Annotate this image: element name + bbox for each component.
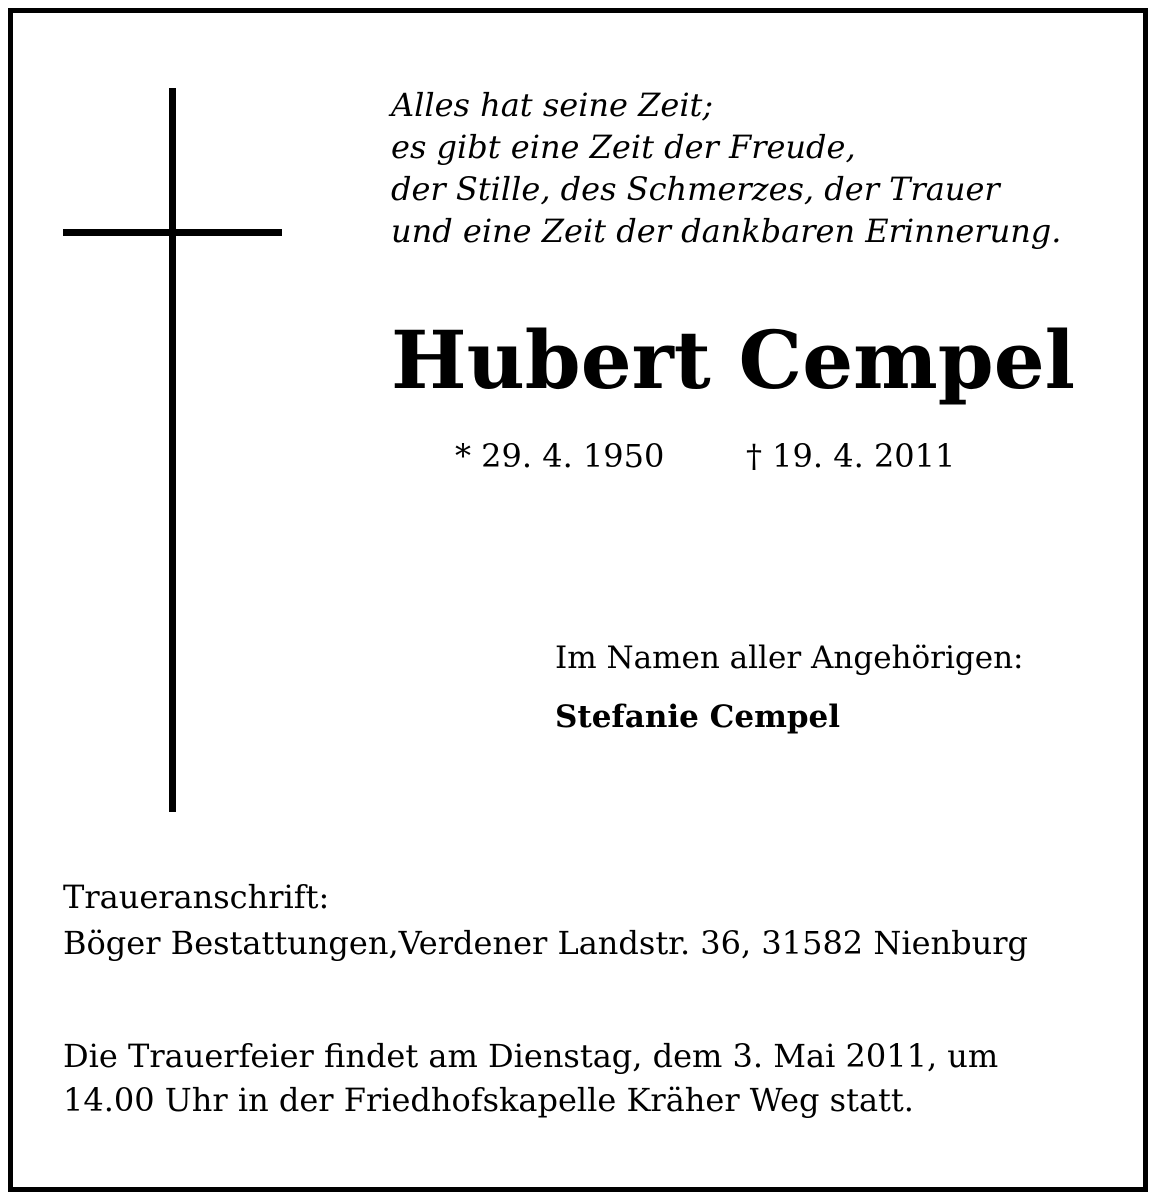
- poem: [391, 84, 1131, 252]
- poem-line: Alles hat seine Zeit;: [391, 86, 714, 124]
- poem-line: der Stille, des Schmerzes, der Trauer: [391, 170, 1000, 208]
- address-label: Traueranschrift:: [63, 878, 330, 916]
- signature-intro: Im Namen aller Angehörigen:: [555, 640, 1024, 676]
- deceased-name: Hubert Cempel: [391, 313, 1075, 407]
- cross-icon: [169, 88, 176, 812]
- ceremony-line: Die Trauerfeier findet am Dienstag, dem 3. Mai 2011, um: [63, 1037, 999, 1075]
- ceremony-notice: [63, 1034, 1133, 1122]
- address-text: Böger Bestattungen,Verdener Landstr. 36, 31582 Nienburg: [63, 924, 1028, 962]
- signature-name: Stefanie Cempel: [555, 699, 841, 735]
- ceremony-line: 14.00 Uhr in der Friedhofskapelle Kräher Weg statt.: [63, 1081, 914, 1119]
- death-date: † 19. 4. 2011: [746, 437, 956, 475]
- birth-date: * 29. 4. 1950: [455, 437, 665, 475]
- poem-line: und eine Zeit der dankbaren Erinnerung.: [391, 212, 1062, 250]
- cross-icon-crossbar: [63, 229, 282, 236]
- poem-line: es gibt eine Zeit der Freude,: [391, 128, 856, 166]
